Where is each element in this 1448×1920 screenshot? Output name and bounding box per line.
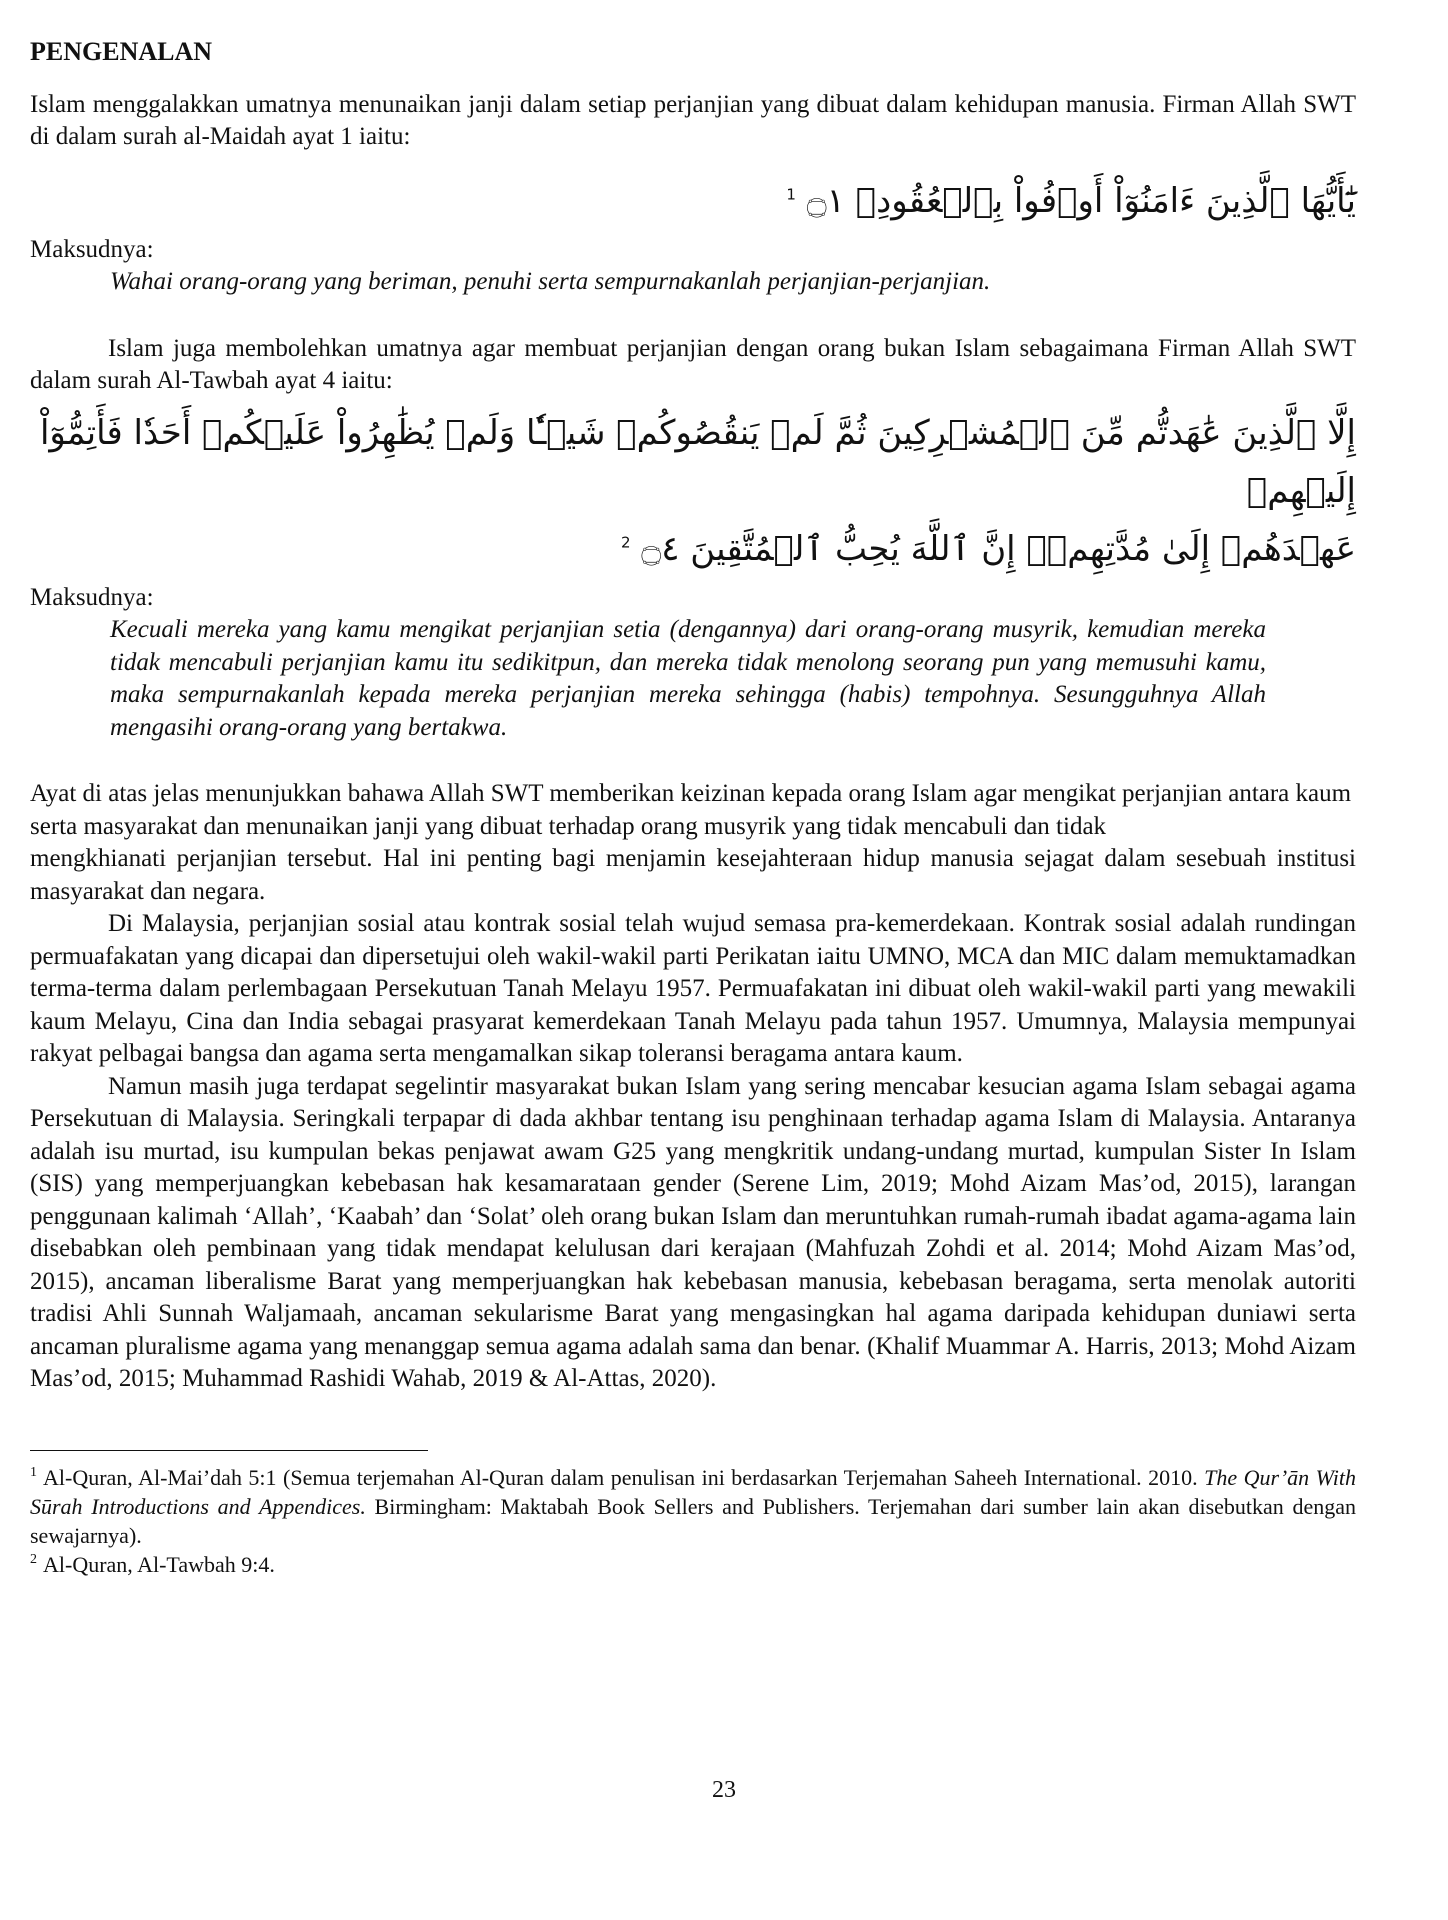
verse-1-arabic: يَٰٓأَيُّهَا ٱلَّذِينَ ءَامَنُوٓاْ أَوۡفُواْ بِٱلۡعُقُودِۚ ۝١ [806,180,1356,221]
footnote-2-text: Al-Quran, Al-Tawbah 9:4. [43,1551,275,1577]
verse-2-arabic-line-2: عَهۡدَهُمۡ إِلَىٰ مُدَّتِهِمۡۚ إِنَّ ٱللَّهَ يُحِبُّ ٱلۡمُتَّقِينَ ۝٤ [641,528,1356,569]
footnote-separator [30,1450,428,1451]
paragraph-5: Namun masih juga terdapat segelintir masyarakat bukan Islam yang sering mencabar kesucian agama Islam sebagai agama Persekutuan di Malaysia. Seringkali terpapar di dada akhbar tentang isu penghinaan terhadap agama Islam di Malaysia. Antaranya adalah isu murtad, isu kumpulan bekas penjawat awam G25 yang mengkritik undang-undang murtad, kumpulan Sister In Islam (SIS) yang memperjuangkan kebebasan hak kesamarataan gender (Serene Lim, 2019; Mohd Aizam Mas’od, 2015), larangan penggunaan kalimah ‘Allah’, ‘Kaabah’ dan ‘Solat’ oleh orang bukan Islam dan meruntuhkan rumah-rumah ibadat agama-agama lain disebabkan oleh pembinaan yang tidak mendapat kelulusan dari kerajaan (Mahfuzah Zohdi et al. 2014; Mohd Aizam Mas’od, 2015), ancaman liberalisme Barat yang memperjuangkan hak kebebasan manusia, kebebasan beragama, serta menolak autoriti tradisi Ahli Sunnah Waljamaah, ancaman sekularisme Barat yang mengasingkan hal agama daripada kehidupan duniawi serta ancaman pluralisme agama yang menanggap semua agama adalah sama dan benar. (Khalif Muammar A. Harris, 2013; Mohd Aizam Mas’od, 2015; Muhammad Rashidi Wahab, 2019 & Al-Attas, 2020). [30,1072,1356,1392]
translation-label-1: Maksudnya: [30,235,154,263]
footnote-2 [30,1550,1356,1579]
footnote-ref-1[interactable]: 1 [786,185,796,204]
intro-paragraph: Islam menggalakkan umatnya menunaikan janji dalam setiap perjanjian yang dibuat dalam kehidupan manusia. Firman Allah SWT di dalam surah al-Maidah ayat 1 iaitu: [30,90,1356,150]
footnote-2-number: 2 [30,1552,37,1568]
page-number: 23 [712,1777,736,1803]
section-heading: PENGENALAN [30,37,213,66]
quran-verse-1 [30,172,1356,230]
footnote-1-text: Al-Quran, Al-Mai’dah 5:1 (Semua terjemahan Al-Quran dalam penulisan ini berdasarkan Terjemahan Saheeh International. 2010. [43,1464,1205,1490]
paragraph-3-part-2: mengkhianati perjanjian tersebut. Hal ini penting bagi menjamin kesejahteraan hidup manusia sejagat dalam sesebuah institusi masyarakat dan negara. [30,845,1356,905]
verse-1-translation: Wahai orang-orang yang beriman, penuhi serta sempurnakanlah perjanjian-perjanjian. [110,268,991,295]
quran-verse-2 [30,404,1356,578]
footnote-1-text-end: Birmingham: Maktabah Book Sellers and Publishers. Terjemahan dari sumber lain akan disebutkan dengan sewajarnya). [30,1493,1356,1548]
translation-label-2: Maksudnya: [30,583,154,611]
footnote-1 [30,1463,1356,1550]
verse-2-arabic-line-1: إِلَّا ٱلَّذِينَ عَٰهَدتُّم مِّنَ ٱلۡمُشۡرِكِينَ ثُمَّ لَمۡ يَنقُصُوكُمۡ شَيۡـٔٗا وَلَمۡ يُظَٰهِرُواْ عَلَيۡكُمۡ أَحَدٗا فَأَتِمُّوٓاْ إِلَيۡهِمۡ [39,412,1356,511]
paragraph-3-part-1: Ayat di atas jelas menunjukkan bahawa Allah SWT memberikan keizinan kepada orang Islam agar mengikat perjanjian antara kaum serta masyarakat dan menunaikan janji yang dibuat terhadap orang musyrik yang tidak mencabuli dan tidak [30,780,1352,840]
paragraph-2: Islam juga membolehkan umatnya agar membuat perjanjian dengan orang bukan Islam sebagaimana Firman Allah SWT dalam surah Al-Tawbah ayat 4 iaitu: [30,334,1356,394]
paragraph-4: Di Malaysia, perjanjian sosial atau kontrak sosial telah wujud semasa pra-kemerdekaan. Kontrak sosial adalah rundingan permuafakatan yang dicapai dan dipersetujui oleh wakil-wakil parti Perikatan iaitu UMNO, MCA dan MIC dalam memuktamadkan terma-terma dalam perlembagaan Persekutuan Tanah Melayu 1957. Permuafakatan ini dibuat oleh wakil-wakil parti yang mewakili kaum Melayu, Cina dan India sebagai prasyarat kemerdekaan Tanah Melayu pada tahun 1957. Umumnya, Malaysia mempunyai rakyat pelbagai bangsa dan agama serta mengamalkan sikap toleransi beragama antara kaum. [30,910,1356,1067]
verse-2-translation: Kecuali mereka yang kamu mengikat perjanjian setia (dengannya) dari orang-orang musyrik, kemudian mereka tidak mencabuli perjanjian kamu itu sedikitpun, dan mereka tidak menolong seorang pun yang memusuhi kamu, maka sempurnakanlah kepada mereka perjanjian mereka sehingga (habis) tempohnya. Sesungguhnya Allah mengasihi orang-orang yang bertakwa. [110,616,1266,741]
footnote-1-book-title: The Qur’ān With Sūrah Introductions and Appendices. [30,1464,1356,1519]
footnote-1-number: 1 [30,1465,37,1481]
footnote-ref-2[interactable]: 2 [620,533,631,552]
